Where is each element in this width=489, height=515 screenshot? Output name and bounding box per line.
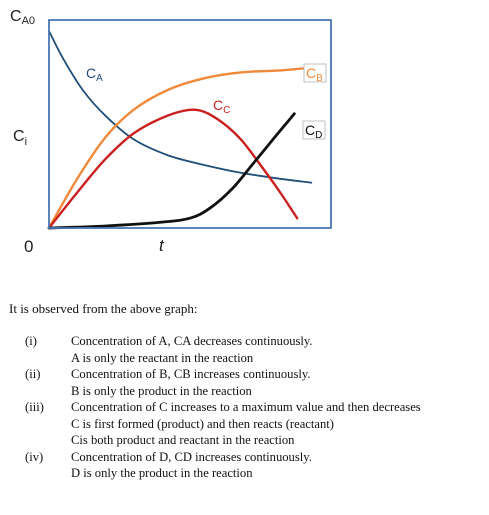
chart-series-labels — [86, 64, 326, 141]
plot-frame — [49, 20, 331, 228]
observation-item — [9, 333, 484, 366]
observation-line: D is only the product in the reaction — [71, 466, 253, 480]
series-line-c — [49, 110, 297, 228]
observation-intro: It is observed from the above graph: — [9, 301, 198, 316]
y-axis-top-label: CA0 — [10, 8, 36, 27]
observation-text — [71, 399, 484, 449]
observation-line: Concentration of C increases to a maximum value and then decreases — [71, 400, 421, 414]
observation-number: (i) — [25, 334, 37, 348]
observation-line: Concentration of B, CB increases continuously. — [71, 367, 311, 381]
chart-curves — [49, 31, 311, 228]
observation-number: (ii) — [25, 367, 41, 381]
observation-item — [9, 366, 484, 399]
observation-number: (iv) — [25, 449, 44, 464]
observation-text — [71, 333, 484, 366]
observation-line: Concentration of A, CA decreases continuously. — [71, 334, 313, 348]
series-label-a: $C_A$ — [86, 65, 103, 84]
observation-line: C is first formed (product) and then reacts (reactant) — [71, 416, 334, 431]
observation-item — [9, 449, 484, 482]
series-label-b: $C_B$ — [306, 65, 323, 84]
observation-item — [9, 399, 484, 449]
origin-label: 0 — [24, 237, 34, 256]
observation-text — [71, 366, 484, 399]
series-line-d — [49, 114, 294, 228]
observation-line: B is only the product in the reaction — [71, 383, 252, 398]
series-label-d: $C_D$ — [305, 122, 323, 141]
observation-text — [71, 449, 484, 482]
y-axis-label: $C_i$ — [13, 128, 28, 148]
observation-number: (iii) — [25, 400, 44, 414]
observation-line: Concentration of D, CD increases continuously. — [71, 449, 312, 464]
observation-list — [9, 333, 484, 482]
observation-line: Cis both product and reactant in the reaction — [71, 433, 295, 447]
x-axis-label: t — [159, 236, 164, 255]
series-label-c: $C_C$ — [213, 97, 231, 116]
observation-line: A is only the reactant in the reaction — [71, 350, 254, 365]
